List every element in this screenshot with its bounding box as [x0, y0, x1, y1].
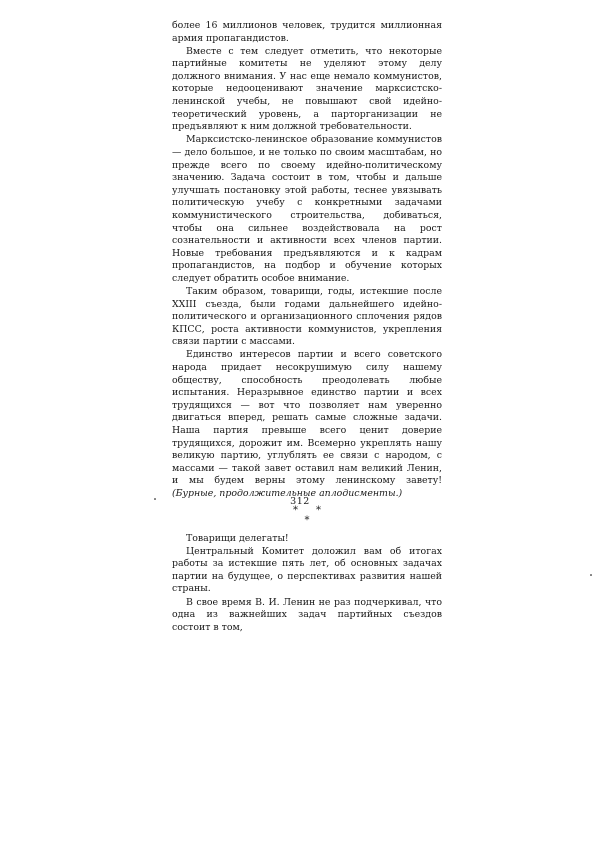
asterisk: * [304, 514, 310, 526]
paragraph-final-text: Единство интересов партии и всего советского народа придает несокрушимую силу нашему обществу, способность преодолевать любые испытания. Неразрывное единство партии и всех трудящихся — вот что позволяет нам уверенно двигаться вперед, решать самые сложные задачи. Наша партия превыше всего ценит доверие трудящихся, дорожит им. Всемерно укреплять нашу великую партию, углублять ее связи с народом, с массами — такой завет оставил нам великий Ленин, и мы будем верны этому ленинскому завету! [172, 349, 442, 487]
scan-speck [590, 574, 592, 576]
paragraph: Вместе с тем следует отметить, что некоторые партийные комитеты не уделяют этому делу должного внимания. У нас еще немало коммунистов, которые недооценивают значение марксистско-ленинской учебы, не повышают свой идейно-теоретический уровень, а парторганизации не предъявляют к ним должной требовательности. [172, 45, 442, 133]
asterisk: * [316, 504, 321, 516]
paragraph: В свое время В. И. Ленин не раз подчеркивал, что одна из важнейших задач партийных съездов состоит в том, [172, 596, 442, 633]
scan-speck [154, 498, 156, 500]
paragraph-continuation: более 16 миллионов человек, трудится миллионная армия пропагандистов. [172, 20, 442, 44]
greeting: Товарищи делегаты! [186, 532, 289, 544]
page-number: 312 [290, 496, 310, 507]
paragraph: Центральный Комитет доложил вам об итогах работы за истекшие пять лет, об основных задачах партии на будущее, о перспективах развития нашей страны. [172, 545, 442, 595]
paragraph: Марксистско-ленинское образование коммунистов — дело большое, и не только по своим масштабам, но прежде всего по своему идейно-политическому значению. Задача состоит в том, чтобы и дальше улучшать постановку этой работы, теснее увязывать политическую учебу с конкретными задачами коммунистического строительства, добиваться, чтобы она сильнее воздействовала на рост сознательности и активности всех членов партии. Новые требования предъявляются и к кадрам пропагандистов, на подбор и обучение которых следует обратить особое внимание. [172, 134, 442, 284]
body-text [172, 20, 442, 634]
paragraph: Таким образом, товарищи, годы, истекшие после XXIII съезда, были годами дальнейшего идейно-политического и организационного сплочения рядов КПСС, роста активности коммунистов, укрепления связи партии с массами. [172, 285, 442, 348]
paragraph-final [172, 349, 442, 500]
asterisk: * [293, 504, 298, 516]
applause-remark: (Бурные, продолжительные аплодисменты.) [172, 487, 403, 499]
section-break-asterisks [172, 506, 442, 525]
